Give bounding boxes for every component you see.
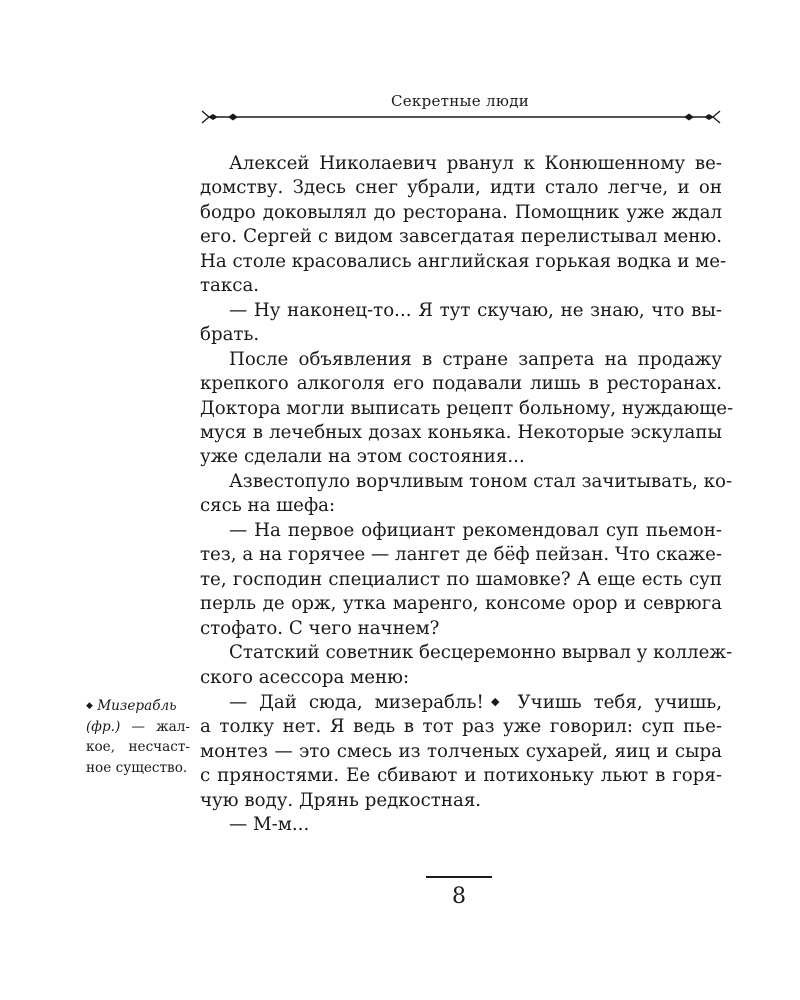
footnote-language: (фр.) (86, 718, 121, 735)
footnote-term: Мизерабль (97, 698, 177, 714)
text-line: Статский советник бесцеремонно вырвал у коллеж- (229, 642, 733, 664)
text-line: После объявления в стране запрета на продажу (229, 348, 722, 370)
body-text (200, 152, 734, 838)
text-line: а толку нет. Я ведь в тот раз уже говорил: суп пье- (200, 716, 722, 738)
text-line: те, господин специалист по шамовке? А еще есть суп (200, 568, 722, 590)
text-line: с пряностями. Ее сбивают и потихоньку льют в горя- (200, 765, 722, 787)
text-line: его. Сергей с видом завсегдатая перелистывал меню. (200, 226, 722, 248)
text-line: монтез — это смесь из толченых сухарей, яиц и сыра (200, 740, 722, 762)
text-line: ского асессора меню: (200, 666, 410, 688)
header-ornament-rule (200, 108, 722, 126)
text-line: тез, а на горячее — лангет де бёф пейзан. Что скаже- (200, 544, 722, 566)
footnote-reference-marker: ◆ (484, 694, 506, 708)
text-line: сясь на шефа: (200, 495, 336, 517)
running-title: Секретные люди (390, 92, 530, 110)
footnote-line: ное существо. (86, 759, 188, 776)
text-line: такса. (200, 275, 260, 297)
text-line: Алексей Николаевич рванул к Конюшенному ве- (229, 153, 722, 174)
text-line: Азвестопуло ворчливым тоном стал зачитывать, ко- (229, 470, 733, 492)
footnote-line (86, 696, 190, 717)
text-line: Доктора могли выписать рецепт больному, нуждающе- (200, 397, 734, 419)
text-line: брать. (200, 324, 260, 346)
text-line: — Ну наконец-то... Я тут скучаю, не знаю, что вы- (229, 299, 722, 321)
footnote-line: кое, несчаст- (86, 739, 190, 756)
text-line: — На первое официант рекомендовал суп пьемон- (229, 519, 722, 541)
text-line: муся в лечебных дозах коньяка. Некоторые эскулапы (200, 421, 722, 443)
footnote-line (86, 717, 190, 738)
text-line: уже сделали на этом состояния... (200, 446, 525, 468)
footnote-marker: ◆ (86, 701, 93, 711)
side-footnote (86, 696, 190, 778)
text-fragment: Учишь тебя, учишь, (517, 691, 722, 713)
text-line: домству. Здесь снег убрали, идти стало легче, и он (200, 177, 722, 199)
text-fragment: — Дай сюда, мизерабль! (229, 691, 484, 713)
text-line: стофато. С чего начнем? (200, 617, 440, 639)
text-line: бодро доковылял до ресторана. Помощник уже ждал (200, 201, 722, 223)
text-line (200, 690, 722, 715)
page-number-rule (426, 876, 492, 878)
text-line: перль де орж, утка маренго, консоме орор и севрюга (200, 593, 722, 615)
text-line: чую воду. Дрянь редкостная. (200, 789, 482, 811)
page-number: 8 (452, 884, 466, 909)
text-line: — М-м... (229, 814, 310, 836)
footnote-text: — жал- (131, 718, 190, 735)
text-line: крепкого алкоголя его подавали лишь в ресторанах. (200, 373, 722, 395)
text-line: На столе красовались английская горькая водка и ме- (200, 250, 727, 272)
